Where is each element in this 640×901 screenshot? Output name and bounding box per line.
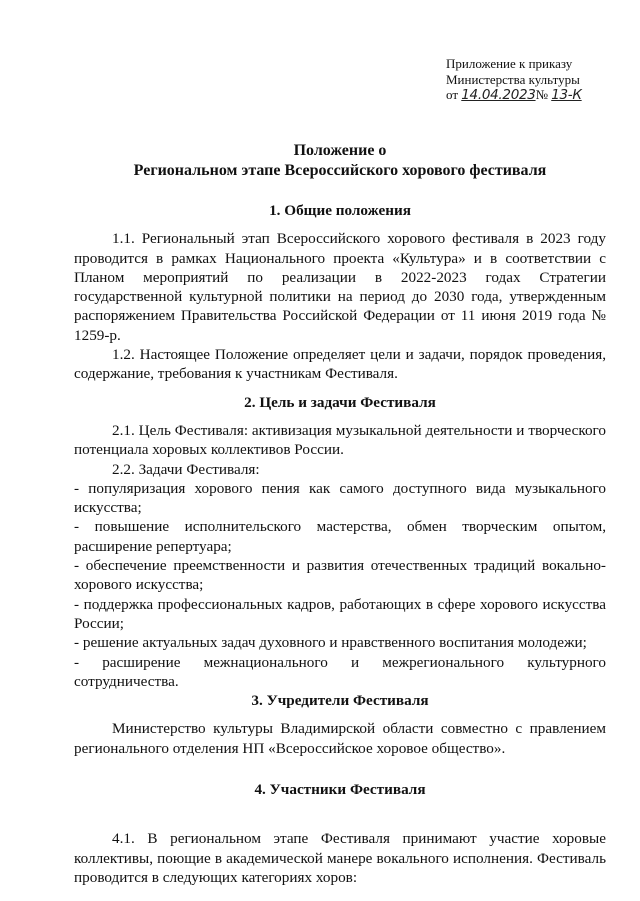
task-item-6: - расширение межнационального и межрегионального культурного сотрудничества. <box>74 653 606 690</box>
paragraph-1-2: 1.2. Настоящее Положение определяет цели и задачи, порядок проведения, содержание, требования к участникам Фестиваля. <box>74 346 606 383</box>
annex-line-2: Министерства культуры <box>446 71 580 87</box>
task-item-4: - поддержка профессиональных кадров, работающих в сфере хорового искусства России; <box>74 595 606 632</box>
annex-line-3 <box>446 87 606 104</box>
title-line-2: Региональном этапе Всероссийского хорового фестиваля <box>133 161 547 179</box>
document-title <box>74 141 606 180</box>
paragraph-4-1: 4.1. В региональном этапе Фестиваля принимают участие хоровые коллективы, поющие в академической манере вокального исполнения. Фестиваль проводится в следующих категориях хоров: <box>74 830 606 886</box>
task-item-5: - решение актуальных задач духовного и нравственного воспитания молодежи; <box>74 634 587 652</box>
annex-date-handwritten: 14.04.2023 <box>461 87 536 103</box>
paragraph-2-1: 2.1. Цель Фестиваля: активизация музыкальной деятельности и творческого потенциала хоровых коллективов России. <box>74 421 606 459</box>
paragraph-2-2: 2.2. Задачи Фестиваля: <box>112 460 260 478</box>
section-1-heading: 1. Общие положения <box>269 202 411 219</box>
task-item-1: - популяризация хорового пения как самого доступного вида музыкального искусства; <box>74 479 606 517</box>
task-item-2: - повышение исполнительского мастерства, обмен творческим опытом, расширение репертуара; <box>74 518 606 555</box>
annex-number-sign: № <box>535 87 548 102</box>
annex-line-1: Приложение к приказу <box>446 56 573 71</box>
paragraph-3-1: Министерство культуры Владимирской области совместно с правлением регионального отделения НП «Всероссийское хоровое общество». <box>74 720 606 757</box>
document-body <box>74 201 606 887</box>
section-3-heading: 3. Учредители Фестиваля <box>251 692 429 710</box>
title-line-1: Положение о <box>293 142 387 159</box>
annex-from: от <box>446 87 459 102</box>
annex-number-handwritten: 13-К <box>551 87 582 103</box>
section-2-heading: 2. Цель и задачи Фестиваля <box>244 393 436 411</box>
section-4-heading: 4. Участники Фестиваля <box>254 781 426 799</box>
task-item-3: - обеспечение преемственности и развития отечественных традиций вокально-хорового искусства; <box>74 557 606 594</box>
paragraph-1-1: 1.1. Региональный этап Всероссийского хорового фестиваля в 2023 году проводится в рамках Национального проекта «Культура» и в соответствии с Планом мероприятий по реализации в 2022-2023 годах Стратегии государственной культурной политики на период до 2030 года, утвержденным распоряжением Правительства Российской Федерации от 11 июня 2019 года № 1259-р. <box>74 230 606 344</box>
annex-block <box>446 56 606 104</box>
